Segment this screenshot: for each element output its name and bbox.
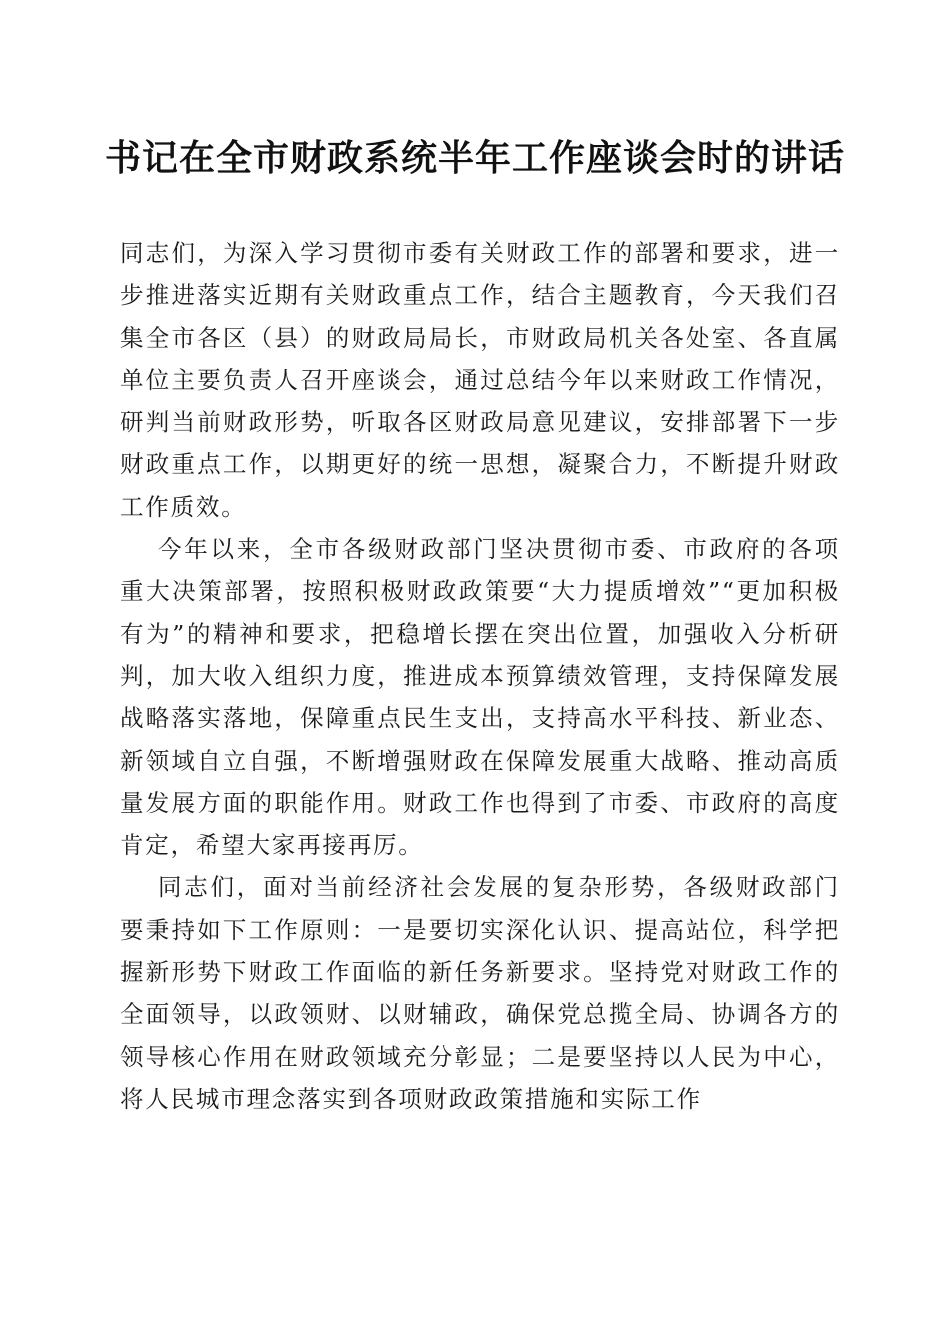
paragraph-principles: 同志们，面对当前经济社会发展的复杂形势，各级财政部门要秉持如下工作原则：一是要切实深化认识、提高站位，科学把握新形势下财政工作面临的新任务新要求。坚持党对财政工作的全面领导，以政领财、以财辅政，确保党总揽全局、协调各方的领导核心作用在财政领域充分彰显；二是要坚持以人民为中心，将人民城市理念落实到各项财政政策措施和实际工作 bbox=[120, 873, 840, 1113]
document-body bbox=[120, 232, 840, 1120]
paragraph-achievements: 今年以来，全市各级财政部门坚决贯彻市委、市政府的各项重大决策部署，按照积极财政政策要“大力提质增效”“更加积极有为”的精神和要求，把稳增长摆在突出位置，加强收入分析研判，加大收入组织力度，推进成本预算绩效管理，支持保障发展战略落实落地，保障重点民生支出，支持高水平科技、新业态、新领域自立自强，不断增强财政在保障发展重大战略、推动高质量发展方面的职能作用。财政工作也得到了市委、市政府的高度肯定，希望大家再接再厉。 bbox=[120, 535, 840, 860]
paragraph-opening: 同志们，为深入学习贯彻市委有关财政工作的部署和要求，进一步推进落实近期有关财政重点工作，结合主题教育，今天我们召集全市各区（县）的财政局局长，市财政局机关各处室、各直属单位主要负责人召开座谈会，通过总结今年以来财政工作情况，研判当前财政形势，听取各区财政局意见建议，安排部署下一步财政重点工作，以期更好的统一思想，凝聚合力，不断提升财政工作质效。 bbox=[120, 239, 840, 521]
document-title: 书记在全市财政系统半年工作座谈会时的讲话 bbox=[104, 137, 845, 179]
